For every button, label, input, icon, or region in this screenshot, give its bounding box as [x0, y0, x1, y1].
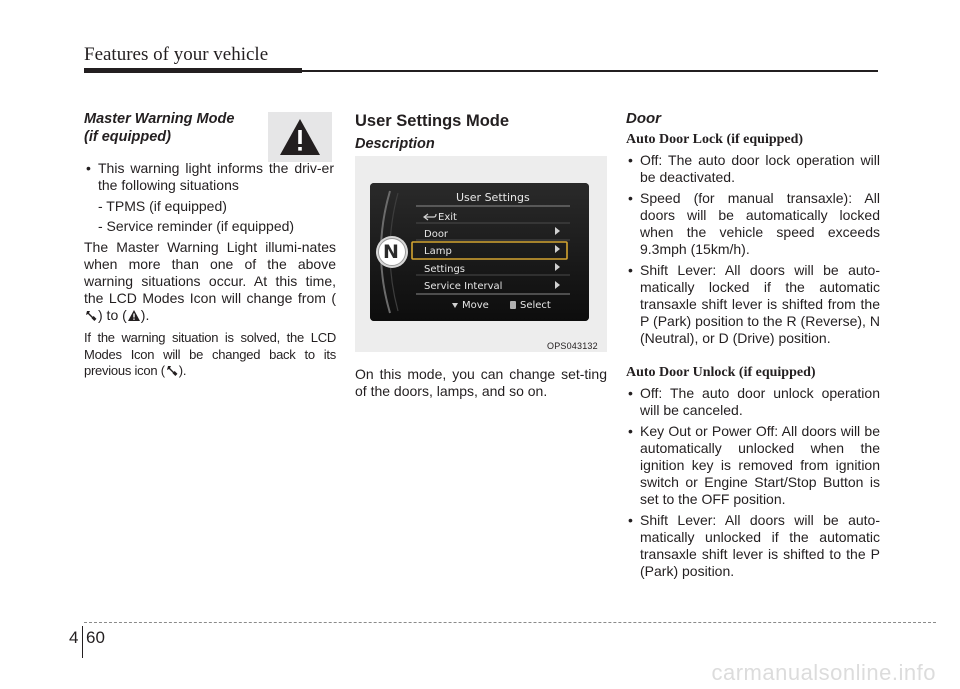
- lcd-menu-service-interval: Service Interval: [424, 281, 503, 292]
- auto-door-unlock-heading: Auto Door Unlock (if equipped): [626, 365, 816, 380]
- column-master-warning: [84, 110, 336, 380]
- lcd-screen-title: User Settings: [456, 191, 530, 204]
- list-item: • Speed (for manual transaxle): All doors will be automatically locked when the vehicle speed exceeds 9.3mph (15km/h).: [626, 190, 880, 258]
- lcd-select-label: Select: [520, 300, 551, 311]
- lcd-move-label: Move: [462, 300, 489, 311]
- auto-door-unlock-list: [626, 385, 880, 580]
- warning-triangle-icon: [127, 309, 141, 322]
- list-item: • Off: The auto door unlock operation will be canceled.: [626, 385, 880, 419]
- description-subheading: Description: [355, 136, 435, 152]
- master-warning-paragraph: The Master Warning Light illumi-nates when more than one of the above warning situations occur. At this time, the LCD Modes Icon will change from () to ( ).: [84, 239, 336, 323]
- header-rule-thin: [302, 70, 878, 72]
- lcd-gear-badge: N: [383, 241, 399, 263]
- lcd-menu-exit: Exit: [438, 212, 457, 223]
- master-warning-heading: Master Warning Mode (if equipped): [84, 111, 235, 145]
- list-item: • Shift Lever: All doors will be auto-matically unlocked if the automatic transaxle shift lever is shifted to the P (Park) position.: [626, 512, 880, 580]
- footer-divider: [82, 626, 83, 658]
- lcd-menu-lamp: Lamp: [424, 246, 452, 257]
- auto-door-lock-heading: Auto Door Lock (if equipped): [626, 132, 804, 147]
- footer-page-number: 60: [86, 628, 105, 647]
- list-item: • Key Out or Power Off: All doors will be automatically unlocked when the ignition key is removed from ignition switch or Engine Start/Stop Button is set to the OFF position.: [626, 423, 880, 508]
- lcd-screen-image: [370, 183, 589, 321]
- sub-item-tpms: - TPMS (if equipped): [98, 198, 227, 214]
- sub-item-service: - Service reminder (if equipped): [98, 218, 295, 234]
- solved-paragraph: If the warning situation is solved, the LCD Modes Icon will be changed back to its previous icon ( ).: [84, 330, 336, 378]
- column-user-settings: [355, 110, 607, 153]
- user-settings-body: On this mode, you can change set-ting of the doors, lamps, and so on.: [355, 366, 607, 399]
- wrench-icon: [165, 364, 179, 377]
- door-heading: Door: [626, 110, 661, 127]
- list-item: • This warning light informs the driv-er the following situations: [84, 160, 334, 194]
- list-item: • Off: The auto door lock operation will be deactivated.: [626, 152, 880, 186]
- lcd-menu-settings: Settings: [424, 264, 466, 275]
- footer-rule: [84, 622, 936, 623]
- user-settings-heading: User Settings Mode: [355, 112, 510, 130]
- photo-code: OPS043132: [547, 341, 598, 351]
- lcd-menu-door: Door: [424, 229, 449, 240]
- wrench-icon: [84, 309, 98, 322]
- page-header-title: Features of your vehicle: [84, 44, 269, 65]
- header-rule-thick: [84, 68, 302, 73]
- list-item: • Shift Lever: All doors will be auto-matically locked if the automatic transaxle shift lever is shifted from the P (Park) position to the R (Reverse), N (Neutral), or D (Drive) position.: [626, 262, 880, 347]
- footer-section-number: 4: [69, 628, 79, 647]
- watermark: carmanualsonline.info: [711, 660, 936, 685]
- column-door: [626, 110, 880, 580]
- auto-door-lock-list: [626, 152, 880, 347]
